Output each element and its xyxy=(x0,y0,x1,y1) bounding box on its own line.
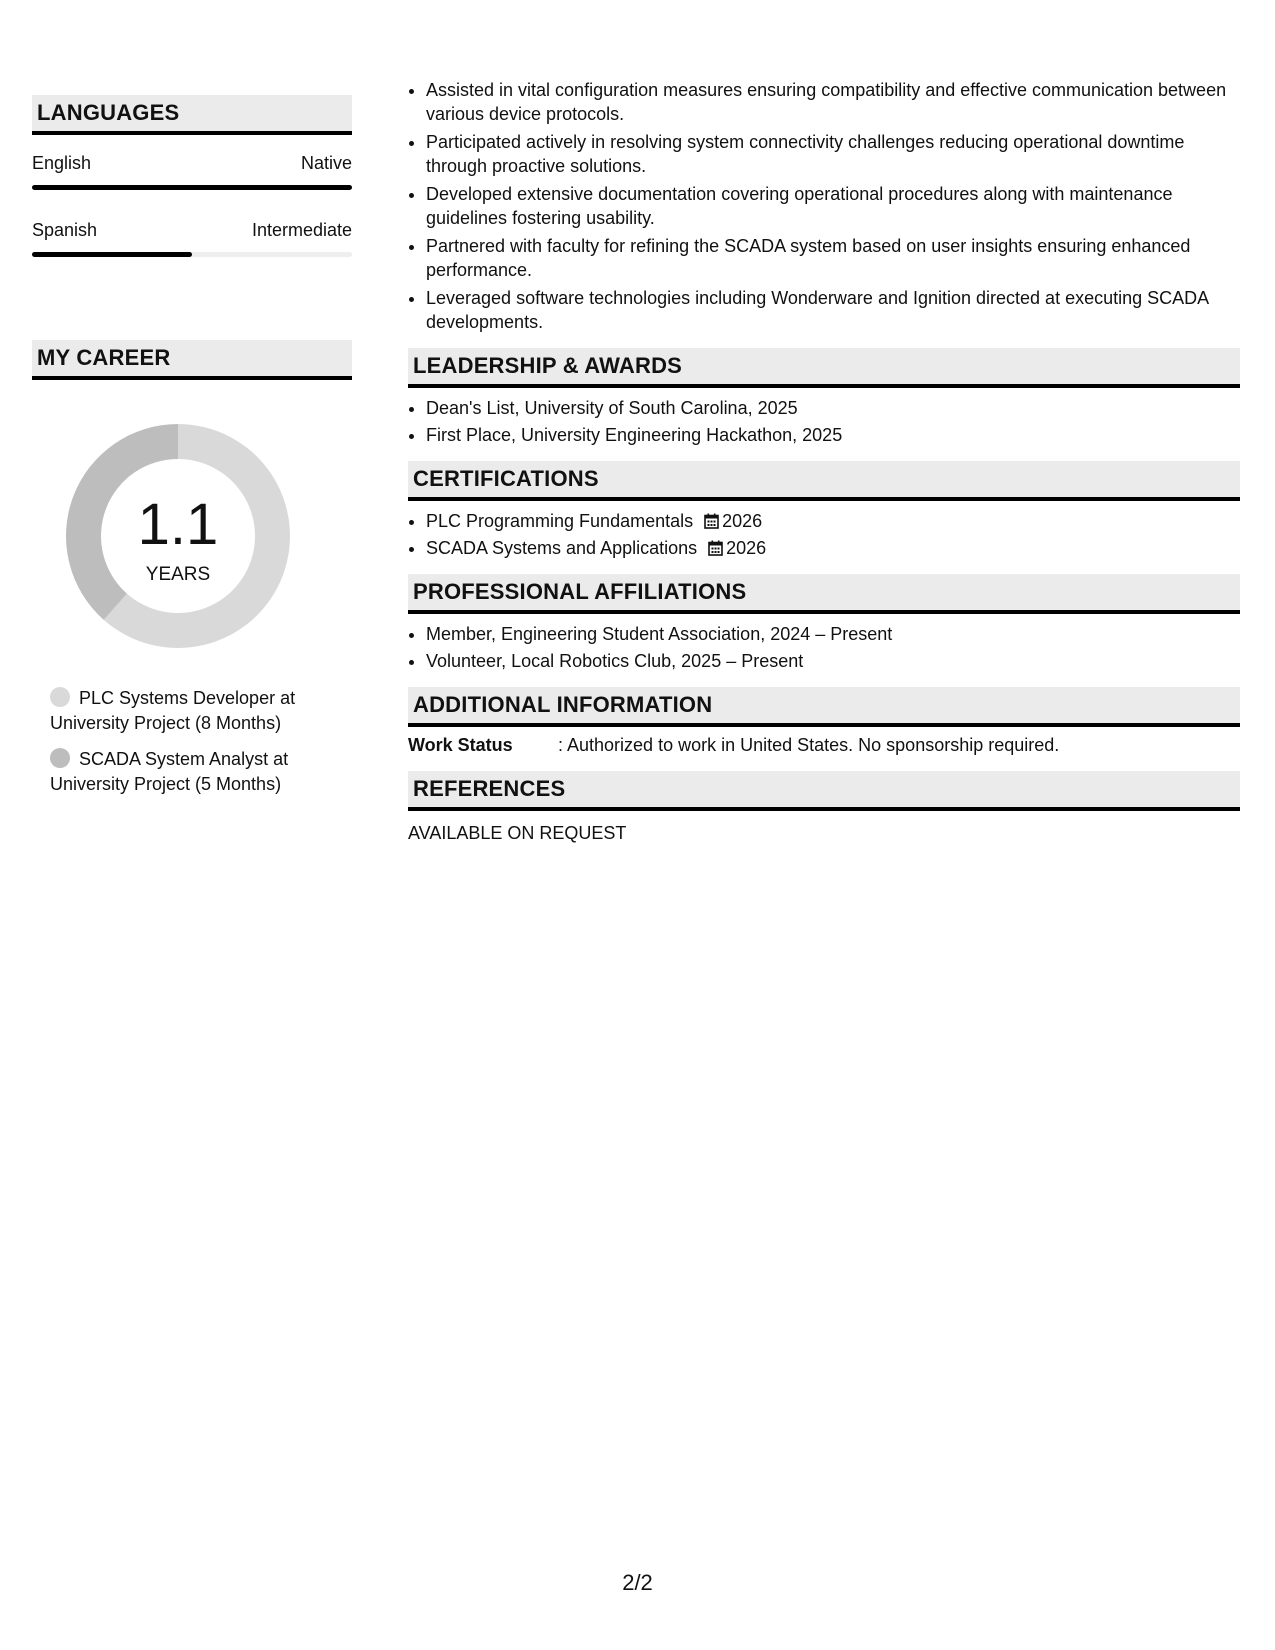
career-section xyxy=(32,340,352,794)
affiliations-list xyxy=(408,622,1240,673)
list-item: • First Place, University Engineering Hackathon, 2025 xyxy=(426,423,1240,447)
language-level: Native xyxy=(300,153,352,173)
list-item xyxy=(426,536,1240,560)
work-status-label: Work Status xyxy=(408,735,513,755)
certifications-list xyxy=(408,509,1240,560)
legend-label: SCADA System Analyst at University Project (5 Months) xyxy=(50,749,289,794)
list-item: • Partnered with faculty for refining the SCADA system based on user insights ensuring enhanced performance. xyxy=(426,234,1240,282)
references-section xyxy=(408,771,1240,845)
list-item xyxy=(426,509,1240,533)
additional-info-heading: ADDITIONAL INFORMATION xyxy=(408,687,1240,727)
certification-year: 2026 xyxy=(726,538,767,558)
references-heading: REFERENCES xyxy=(408,771,1240,811)
career-total-value: 1.1 xyxy=(137,492,219,557)
page-number: 2/2 xyxy=(622,1570,653,1595)
career-heading: MY CAREER xyxy=(32,340,352,380)
languages-heading: LANGUAGES xyxy=(32,95,352,135)
language-proficiency-bar xyxy=(32,252,352,257)
affiliations-section xyxy=(408,574,1240,673)
certification-year: 2026 xyxy=(722,511,763,531)
list-item: • Leveraged software technologies including Wonderware and Ignition directed at executing SCADA developments. xyxy=(426,286,1240,334)
leadership-list xyxy=(408,396,1240,447)
language-level: Intermediate xyxy=(251,220,352,240)
legend-swatch xyxy=(50,748,70,768)
additional-info-section xyxy=(408,687,1240,757)
main-column xyxy=(408,78,1240,845)
list-item: • Participated actively in resolving system connectivity challenges reducing operational downtime through proactive solutions. xyxy=(426,130,1240,178)
calendar-icon xyxy=(708,540,723,556)
career-total-unit: YEARS xyxy=(145,564,211,585)
certification-name: PLC Programming Fundamentals xyxy=(426,511,694,531)
affiliations-heading: PROFESSIONAL AFFILIATIONS xyxy=(408,574,1240,614)
list-item: • Developed extensive documentation covering operational procedures along with maintenance guidelines fostering usability. xyxy=(426,182,1240,230)
work-status-value: : Authorized to work in United States. No sponsorship required. xyxy=(558,735,1060,755)
list-item: • Dean's List, University of South Carolina, 2025 xyxy=(426,396,1240,420)
career-donut-chart xyxy=(66,424,290,648)
references-text: AVAILABLE ON REQUEST xyxy=(408,823,627,843)
legend-label: PLC Systems Developer at University Project (8 Months) xyxy=(50,688,296,733)
career-legend xyxy=(50,686,350,808)
language-item-english xyxy=(32,153,352,190)
career-legend-item xyxy=(50,686,350,736)
language-name: English xyxy=(32,153,92,173)
leadership-section xyxy=(408,348,1240,447)
list-item: • Volunteer, Local Robotics Club, 2025 – Present xyxy=(426,649,1240,673)
leadership-heading: LEADERSHIP & AWARDS xyxy=(408,348,1240,388)
list-item: • Member, Engineering Student Association, 2024 – Present xyxy=(426,622,1240,646)
legend-swatch xyxy=(50,687,70,707)
language-proficiency-bar xyxy=(32,185,352,190)
language-proficiency-fill xyxy=(32,185,352,190)
languages-section xyxy=(32,95,352,257)
certifications-heading: CERTIFICATIONS xyxy=(408,461,1240,501)
calendar-icon xyxy=(704,513,719,529)
certification-name: SCADA Systems and Applications xyxy=(426,538,698,558)
certifications-section xyxy=(408,461,1240,560)
language-proficiency-fill xyxy=(32,252,192,257)
work-status-row xyxy=(408,733,1240,757)
list-item: • Assisted in vital configuration measures ensuring compatibility and effective communication between various device protocols. xyxy=(426,78,1240,126)
experience-bullets xyxy=(408,78,1240,334)
career-legend-item xyxy=(50,747,350,797)
language-item-spanish xyxy=(32,220,352,257)
language-name: Spanish xyxy=(32,220,98,240)
